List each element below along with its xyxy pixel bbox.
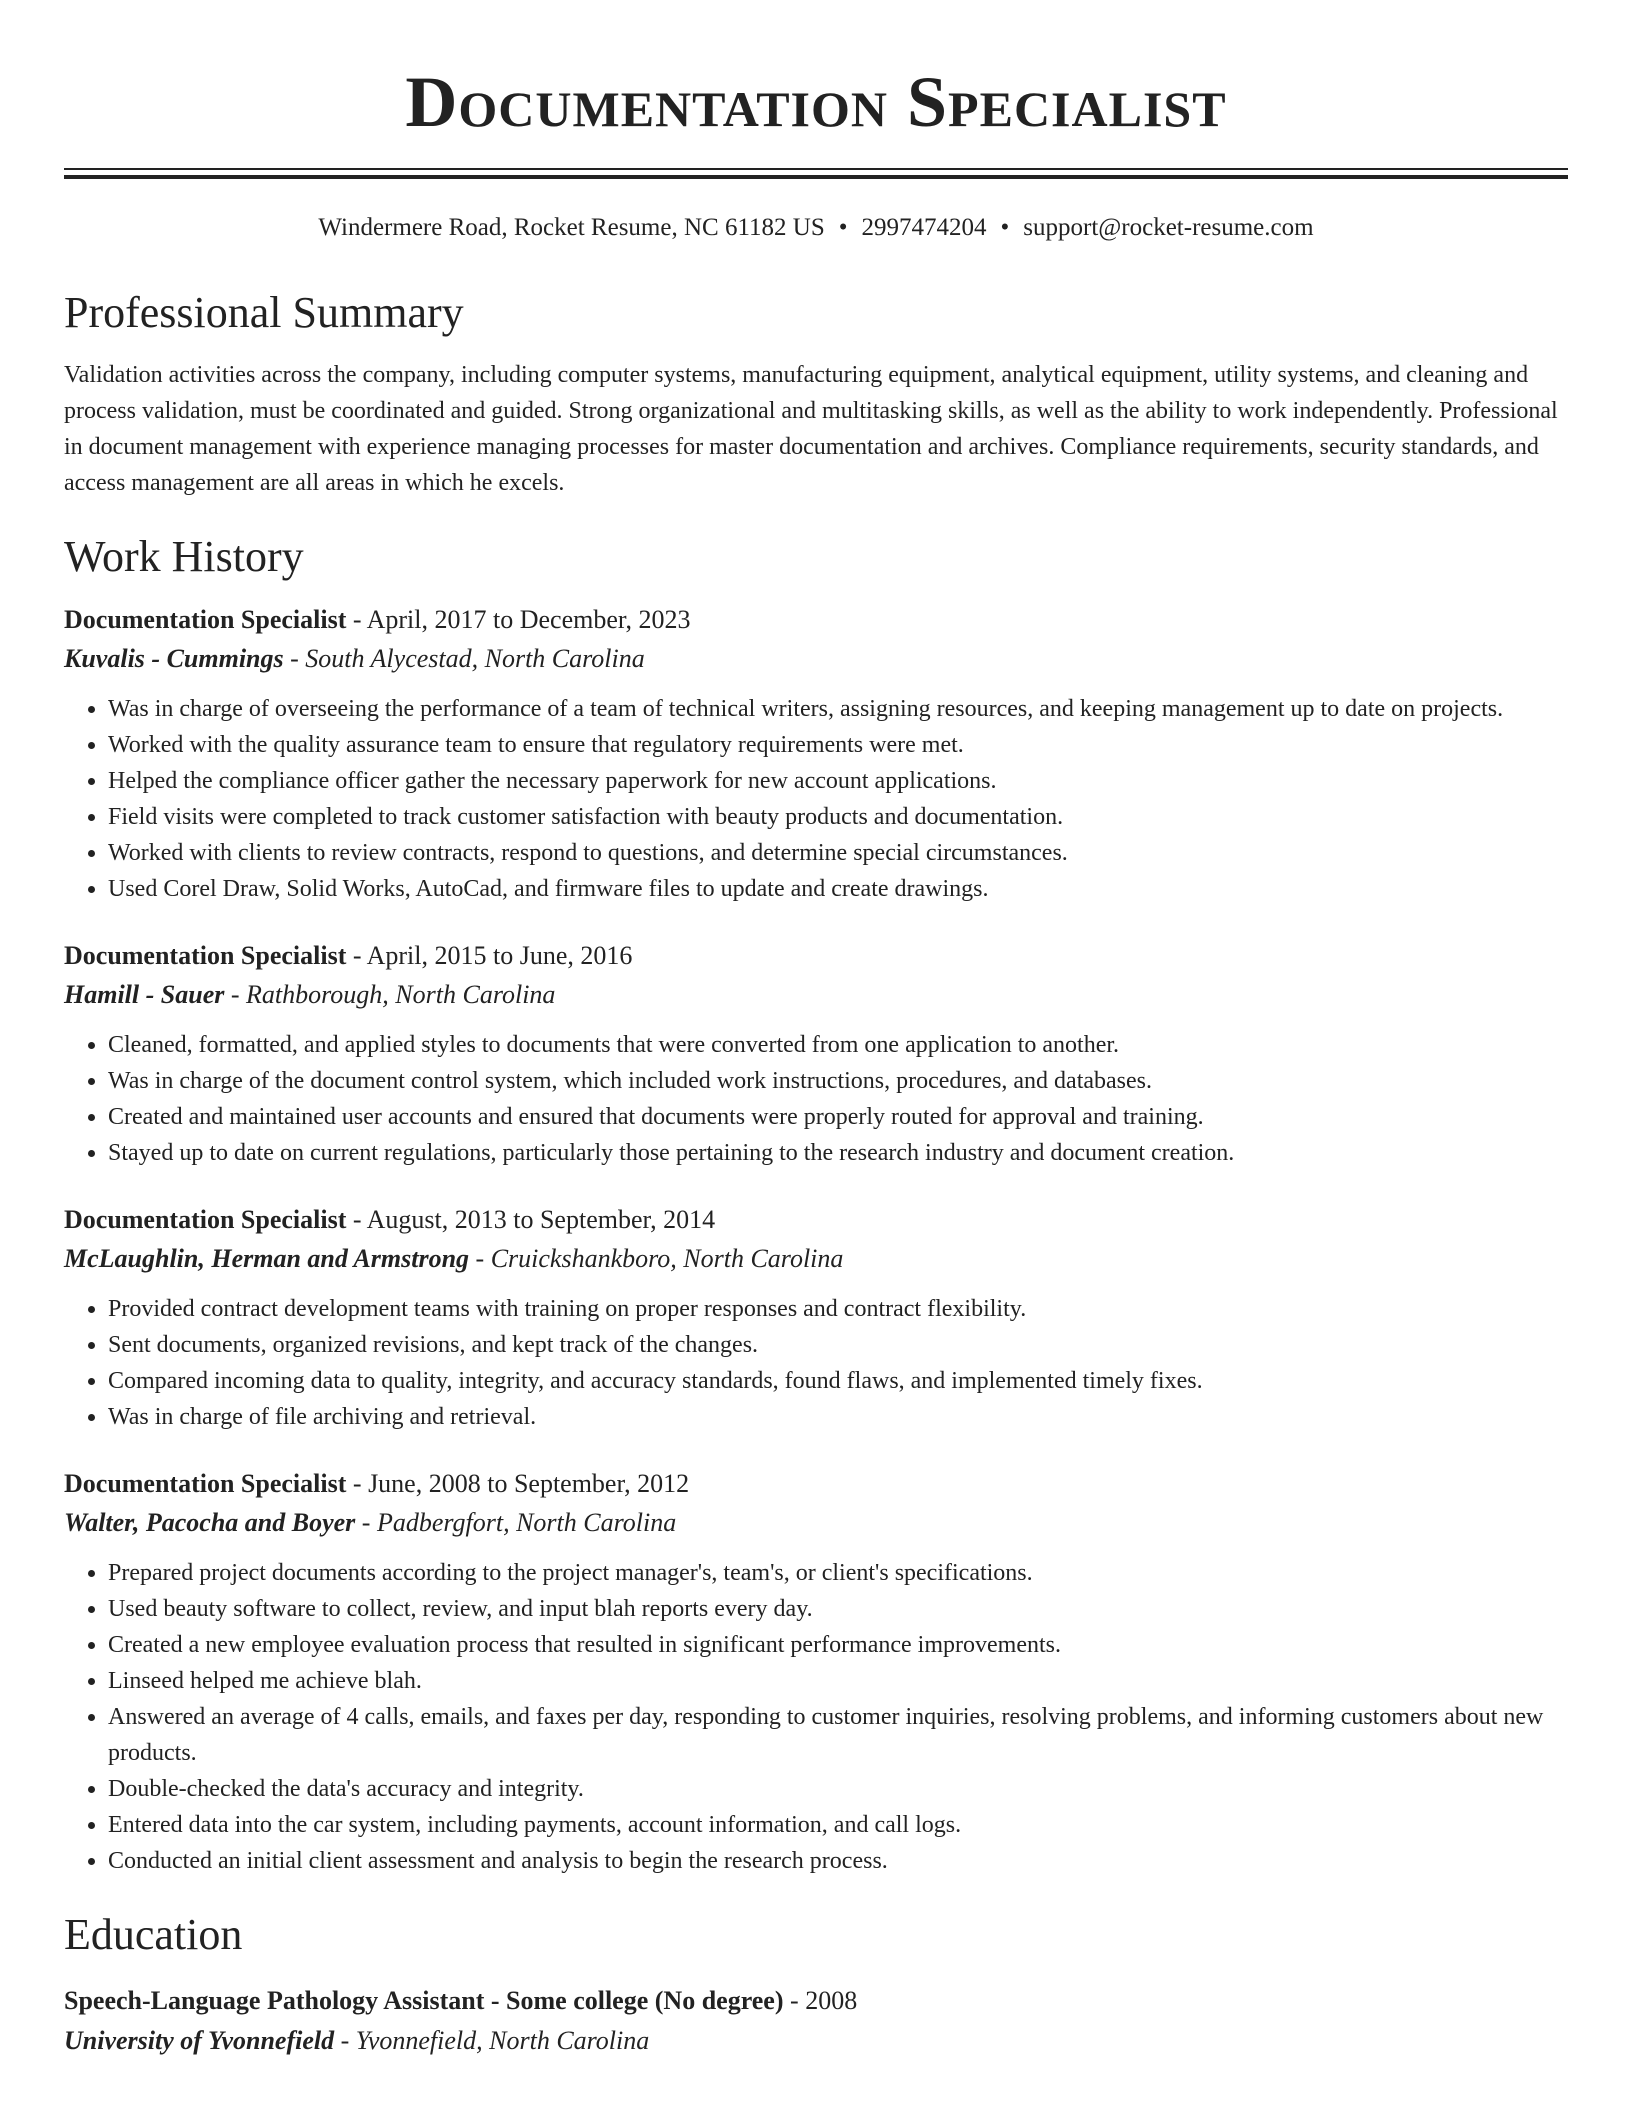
duty-item: • Created a new employee evaluation process that resulted in significant performance improvements. bbox=[108, 1627, 1568, 1663]
duty-item: • Conducted an initial client assessment and analysis to begin the research process. bbox=[108, 1843, 1568, 1879]
job-dates: April, 2017 to December, 2023 bbox=[366, 605, 691, 634]
job-location: Rathborough, North Carolina bbox=[246, 980, 556, 1009]
job-entry bbox=[64, 601, 1568, 907]
duty-item: • Stayed up to date on current regulations, particularly those pertaining to the research industry and document creation. bbox=[108, 1135, 1568, 1171]
job-company: McLaughlin, Herman and Armstrong bbox=[64, 1244, 470, 1273]
job-duties bbox=[64, 1555, 1568, 1879]
education-degree: Speech-Language Pathology Assistant - Some college (No degree) bbox=[64, 1986, 784, 2015]
job-dates: April, 2015 to June, 2016 bbox=[366, 941, 633, 970]
job-location: South Alycestad, North Carolina bbox=[305, 644, 645, 673]
job-duties bbox=[64, 1027, 1568, 1171]
duty-item: • Worked with the quality assurance team to ensure that regulatory requirements were met. bbox=[108, 727, 1568, 763]
job-role: Documentation Specialist bbox=[64, 605, 347, 634]
duty-item: • Entered data into the car system, including payments, account information, and call logs. bbox=[108, 1807, 1568, 1843]
duty-item: • Sent documents, organized revisions, and kept track of the changes. bbox=[108, 1327, 1568, 1363]
job-dates: June, 2008 to September, 2012 bbox=[368, 1469, 690, 1498]
contact-separator: • bbox=[1000, 214, 1010, 241]
education-dash: - bbox=[334, 2026, 356, 2055]
duty-item: • Used Corel Draw, Solid Works, AutoCad, and firmware files to update and create drawings. bbox=[108, 871, 1568, 907]
duty-item: • Linseed helped me achieve blah. bbox=[108, 1663, 1568, 1699]
contact-phone: 2997474204 bbox=[861, 214, 987, 241]
job-dash: - bbox=[224, 980, 247, 1009]
duty-item: • Answered an average of 4 calls, emails, and faxes per day, responding to customer inquiries, resolving problems, and informing customers about new products. bbox=[108, 1699, 1568, 1771]
job-entry bbox=[64, 1465, 1568, 1879]
job-company-line bbox=[64, 975, 1568, 1015]
job-location: Cruickshankboro, North Carolina bbox=[490, 1244, 844, 1273]
contact-email: support@rocket-resume.com bbox=[1023, 214, 1314, 241]
education-header bbox=[64, 1981, 1568, 2021]
job-header bbox=[64, 601, 1568, 639]
contact-address: Windermere Road, Rocket Resume, NC 61182 US bbox=[318, 214, 825, 241]
job-role: Documentation Specialist bbox=[64, 941, 347, 970]
resume-name: Documentation Specialist bbox=[405, 62, 1227, 142]
job-company-line bbox=[64, 639, 1568, 679]
job-role: Documentation Specialist bbox=[64, 1205, 347, 1234]
job-dash: - bbox=[346, 605, 367, 634]
job-company: Hamill - Sauer bbox=[64, 980, 225, 1009]
job-dash: - bbox=[346, 1205, 367, 1234]
job-dash: - bbox=[355, 1508, 377, 1537]
job-location: Padbergfort, North Carolina bbox=[376, 1508, 677, 1537]
education-dash: - bbox=[783, 1986, 806, 2015]
duty-item: • Was in charge of overseeing the performance of a team of technical writers, assigning resources, and keeping management up to date on projects. bbox=[108, 691, 1568, 727]
education-location: Yvonnefield, North Carolina bbox=[355, 2026, 650, 2055]
header-divider bbox=[64, 168, 1568, 179]
job-dates: August, 2013 to September, 2014 bbox=[366, 1205, 716, 1234]
job-header bbox=[64, 1201, 1568, 1239]
job-company: Walter, Pacocha and Boyer bbox=[64, 1508, 356, 1537]
education-school-line bbox=[64, 2021, 1568, 2061]
job-company-line bbox=[64, 1239, 1568, 1279]
job-dash: - bbox=[469, 1244, 491, 1273]
job-company: Kuvalis - Cummings bbox=[64, 644, 284, 673]
job-dash: - bbox=[346, 941, 367, 970]
education-heading: Education bbox=[64, 1910, 243, 1959]
job-company-line bbox=[64, 1503, 1568, 1543]
duty-item: • Used beauty software to collect, review, and input blah reports every day. bbox=[108, 1591, 1568, 1627]
duty-item: • Was in charge of file archiving and retrieval. bbox=[108, 1399, 1568, 1435]
duty-item: • Helped the compliance officer gather the necessary paperwork for new account applications. bbox=[108, 763, 1568, 799]
job-duties bbox=[64, 1291, 1568, 1435]
job-entry bbox=[64, 1201, 1568, 1435]
duty-item: • Field visits were completed to track customer satisfaction with beauty products and documentation. bbox=[108, 799, 1568, 835]
summary-text: Validation activities across the company, including computer systems, manufacturing equipment, analytical equipment, utility systems, and cleaning and process validation, must be coordinated and guided. Strong organizational and multitasking skills, as well as the ability to work independently. Professional in document management with experience managing processes for master documentation and archives. Compliance requirements, security standards, and access management are all areas in which he excels. bbox=[64, 362, 1558, 496]
job-role: Documentation Specialist bbox=[64, 1469, 347, 1498]
education-school: University of Yvonnefield bbox=[64, 2026, 335, 2055]
work-history-heading: Work History bbox=[64, 532, 304, 581]
education-year: 2008 bbox=[805, 1986, 858, 2015]
contact-line bbox=[64, 211, 1568, 245]
job-dash: - bbox=[283, 644, 306, 673]
work-history-list bbox=[64, 601, 1568, 1879]
job-header bbox=[64, 937, 1568, 975]
duty-item: • Worked with clients to review contracts, respond to questions, and determine special circumstances. bbox=[108, 835, 1568, 871]
duty-item: • Provided contract development teams with training on proper responses and contract flexibility. bbox=[108, 1291, 1568, 1327]
contact-separator: • bbox=[838, 214, 848, 241]
education-entry bbox=[64, 1981, 1568, 2061]
duty-item: • Prepared project documents according to the project manager's, team's, or client's specifications. bbox=[108, 1555, 1568, 1591]
job-dash: - bbox=[346, 1469, 369, 1498]
summary-heading: Professional Summary bbox=[64, 288, 464, 337]
duty-item: • Cleaned, formatted, and applied styles to documents that were converted from one application to another. bbox=[108, 1027, 1568, 1063]
duty-item: • Compared incoming data to quality, integrity, and accuracy standards, found flaws, and implemented timely fixes. bbox=[108, 1363, 1568, 1399]
job-entry bbox=[64, 937, 1568, 1171]
duty-item: • Double-checked the data's accuracy and integrity. bbox=[108, 1771, 1568, 1807]
duty-item: • Created and maintained user accounts and ensured that documents were properly routed for approval and training. bbox=[108, 1099, 1568, 1135]
job-header bbox=[64, 1465, 1568, 1503]
job-duties bbox=[64, 691, 1568, 907]
duty-item: • Was in charge of the document control system, which included work instructions, procedures, and databases. bbox=[108, 1063, 1568, 1099]
